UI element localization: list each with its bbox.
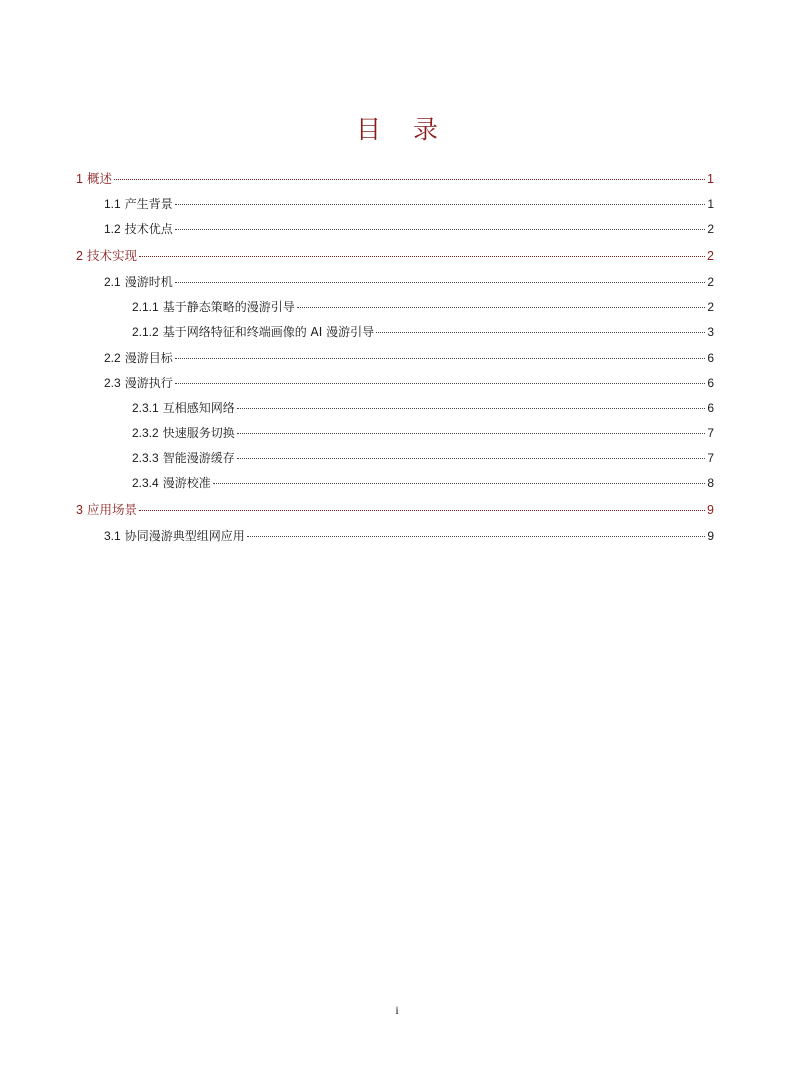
toc-leader-dots bbox=[297, 306, 706, 308]
toc-entry-number: 2.3.1 bbox=[132, 401, 159, 415]
toc-leader-dots bbox=[237, 407, 706, 409]
toc-entry-text: 应用场景 bbox=[86, 502, 137, 517]
toc-entry-number: 3 bbox=[76, 503, 83, 517]
toc-leader-dots bbox=[175, 382, 706, 384]
toc-entry[interactable] bbox=[76, 502, 714, 518]
toc-entry[interactable] bbox=[104, 221, 714, 237]
toc-entry[interactable] bbox=[104, 528, 714, 544]
toc-entry-number: 2.1.1 bbox=[132, 300, 159, 314]
toc-entry-text: 漫游执行 bbox=[124, 376, 173, 390]
toc-entry-number: 2.3.3 bbox=[132, 451, 159, 465]
toc-entry-page: 7 bbox=[707, 451, 714, 465]
toc-entry-label bbox=[104, 196, 173, 212]
toc-entry-text: 协同漫游典型组网应用 bbox=[124, 529, 245, 543]
toc-entry[interactable] bbox=[104, 274, 714, 290]
toc-entry[interactable] bbox=[132, 400, 714, 416]
toc-entry[interactable] bbox=[104, 350, 714, 366]
toc-entry-text: 产生背景 bbox=[124, 197, 173, 211]
toc-entry-number: 2.3 bbox=[104, 376, 121, 390]
toc-entry-label bbox=[104, 221, 173, 237]
toc-entry-page: 7 bbox=[707, 426, 714, 440]
page-number: i bbox=[395, 1003, 399, 1017]
toc-entry[interactable] bbox=[132, 475, 714, 491]
toc-entry-text: 技术优点 bbox=[124, 222, 173, 236]
toc-entry-page: 3 bbox=[707, 325, 714, 339]
toc-entry-text: 互相感知网络 bbox=[162, 401, 235, 415]
toc-entry-page: 2 bbox=[707, 300, 714, 314]
toc-entry-label bbox=[132, 299, 295, 315]
toc-entry-label bbox=[76, 248, 137, 264]
toc-entry[interactable] bbox=[132, 299, 714, 315]
toc-entry-number: 2.3.4 bbox=[132, 476, 159, 490]
toc-entry[interactable] bbox=[132, 324, 714, 340]
toc-entry[interactable] bbox=[76, 248, 714, 264]
toc-entry-number: 1.2 bbox=[104, 222, 121, 236]
toc-leader-dots bbox=[175, 228, 706, 230]
toc-entry-page: 1 bbox=[707, 197, 714, 211]
toc-entry-number: 2.1 bbox=[104, 275, 121, 289]
toc-leader-dots bbox=[237, 457, 706, 459]
toc-entry-page: 2 bbox=[707, 275, 714, 289]
toc-leader-dots bbox=[213, 482, 706, 484]
toc-entry-number: 2.1.2 bbox=[132, 325, 159, 339]
toc-entry-page: 6 bbox=[707, 401, 714, 415]
toc-leader-dots bbox=[139, 509, 705, 511]
toc-entry-label bbox=[104, 528, 245, 544]
toc-leader-dots bbox=[114, 178, 705, 180]
toc-entry-text: 漫游目标 bbox=[124, 351, 173, 365]
toc-entry-label bbox=[132, 475, 211, 491]
toc-title: 目 录 bbox=[356, 115, 450, 144]
toc-entry-text: 基于静态策略的漫游引导 bbox=[162, 300, 295, 314]
toc-entry-page: 6 bbox=[707, 376, 714, 390]
toc-leader-dots bbox=[247, 535, 706, 537]
toc-entry-text: 漫游校准 bbox=[162, 476, 211, 490]
toc-leader-dots bbox=[376, 331, 705, 333]
toc-entry-text: 概述 bbox=[86, 171, 112, 186]
toc-entry-label bbox=[76, 171, 112, 187]
toc-entry-number: 2 bbox=[76, 249, 83, 263]
toc-entry-label bbox=[104, 274, 173, 290]
toc-entry-number: 3.1 bbox=[104, 529, 121, 543]
toc-entry-label bbox=[132, 400, 235, 416]
toc-entry-number: 1 bbox=[76, 172, 83, 186]
toc-entry-label bbox=[104, 375, 173, 391]
toc-entry-label bbox=[132, 450, 235, 466]
toc-entry-number: 2.3.2 bbox=[132, 426, 159, 440]
toc-entry-number: 1.1 bbox=[104, 197, 121, 211]
toc-entry-number: 2.2 bbox=[104, 351, 121, 365]
toc-entry[interactable] bbox=[132, 425, 714, 441]
toc-entry-page: 9 bbox=[707, 503, 714, 517]
toc-leader-dots bbox=[175, 203, 706, 205]
toc-entry-page: 9 bbox=[707, 529, 714, 543]
toc-entry-text: 技术实现 bbox=[86, 248, 137, 263]
toc-entry[interactable] bbox=[104, 375, 714, 391]
toc-entry[interactable] bbox=[76, 171, 714, 187]
toc-entry[interactable] bbox=[104, 196, 714, 212]
toc-entry-page: 8 bbox=[707, 476, 714, 490]
toc-entry-label bbox=[76, 502, 137, 518]
toc-entry-text: 基于网络特征和终端画像的 AI 漫游引导 bbox=[162, 325, 375, 339]
toc-entry-text: 智能漫游缓存 bbox=[162, 451, 235, 465]
toc-entry-text: 漫游时机 bbox=[124, 275, 173, 289]
toc-leader-dots bbox=[175, 357, 706, 359]
toc-leader-dots bbox=[237, 432, 706, 434]
toc-entry-page: 2 bbox=[707, 222, 714, 236]
toc-entry-page: 6 bbox=[707, 351, 714, 365]
toc-entry-label bbox=[132, 324, 374, 340]
toc-entry-page: 1 bbox=[707, 172, 714, 186]
toc-entry-page: 2 bbox=[707, 249, 714, 263]
toc-entry[interactable] bbox=[132, 450, 714, 466]
toc-entry-text: 快速服务切换 bbox=[162, 426, 235, 440]
toc-entry-label bbox=[104, 350, 173, 366]
toc-entry-label bbox=[132, 425, 235, 441]
toc-leader-dots bbox=[175, 281, 706, 283]
toc-leader-dots bbox=[139, 255, 705, 257]
